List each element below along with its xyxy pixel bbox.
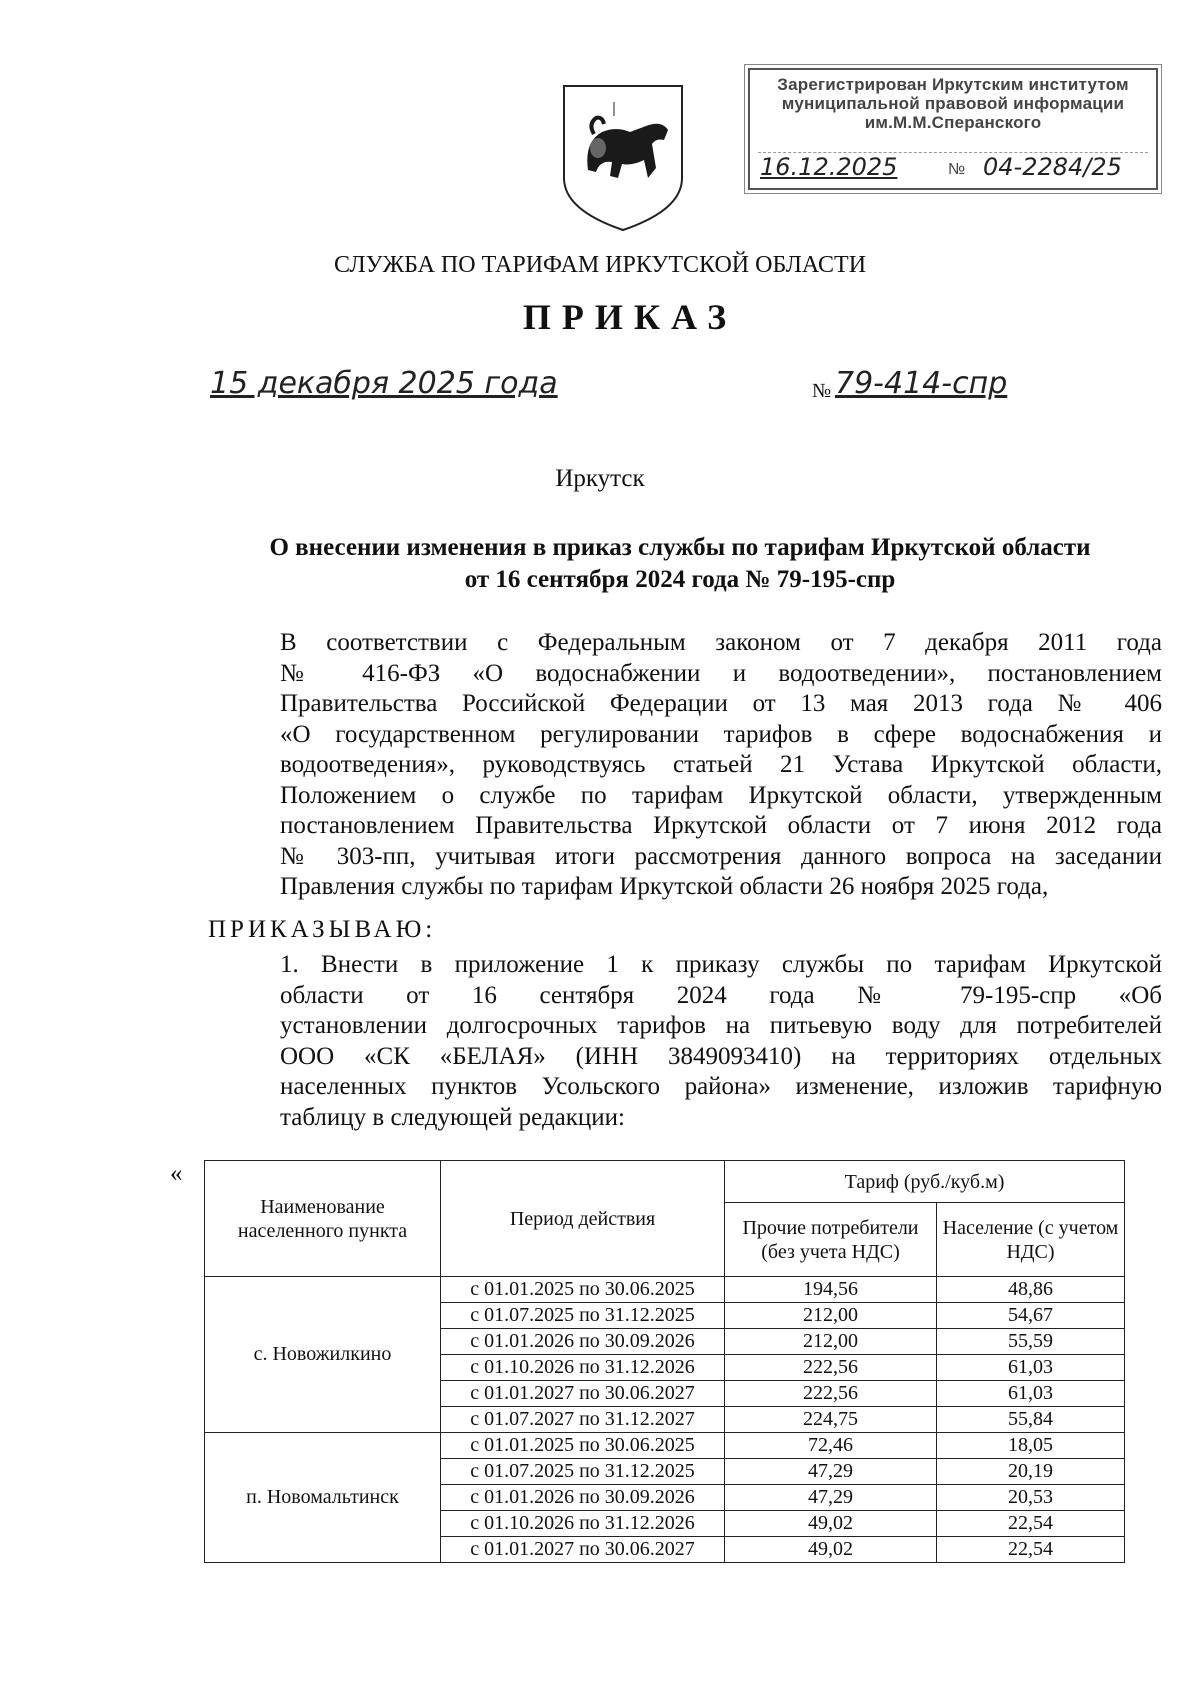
preamble-line: постановлением Правительства Иркутской области от 7 июня 2012 года <box>280 812 1162 839</box>
agency-name: СЛУЖБА ПО ТАРИФАМ ИРКУТСКОЙ ОБЛАСТИ <box>333 252 867 278</box>
period-cell: с 01.10.2026 по 31.12.2026 <box>441 1355 725 1381</box>
population-tariff-cell: 20,53 <box>937 1485 1125 1511</box>
population-tariff-cell: 54,67 <box>937 1303 1125 1329</box>
period-cell: с 01.07.2027 по 31.12.2027 <box>441 1407 725 1433</box>
stamp-date: 16.12.2025 <box>760 153 898 181</box>
locality-cell: с. Новожилкино <box>205 1277 441 1433</box>
preamble-line: «О государственном регулировании тарифов в сфере водоснабжения и <box>280 720 1162 748</box>
tariff-table <box>204 1160 1125 1563</box>
item-1 <box>208 950 1162 1133</box>
opening-quote: « <box>170 1160 183 1187</box>
other-tariff-cell: 194,56 <box>725 1277 937 1303</box>
title-line-2: от 16 сентября 2024 года № 79-195-спр <box>464 566 896 593</box>
locality-cell: п. Новомальтинск <box>205 1433 441 1563</box>
other-tariff-cell: 212,00 <box>725 1329 937 1355</box>
period-cell: с 01.10.2026 по 31.12.2026 <box>441 1511 725 1537</box>
other-tariff-cell: 212,00 <box>725 1303 937 1329</box>
other-tariff-cell: 224,75 <box>725 1407 937 1433</box>
header-period: Период действия <box>441 1161 725 1277</box>
other-tariff-cell: 47,29 <box>725 1459 937 1485</box>
stamp-line-3: им.М.М.Сперанского <box>864 113 1042 132</box>
stamp-number-sign: № <box>948 161 966 178</box>
item-1-line: области от 16 сентября 2024 года № 79-195-спр «Об <box>280 981 1162 1009</box>
order-number-sign: № <box>812 380 832 402</box>
table-row <box>205 1277 1125 1303</box>
preamble-line: Правления службы по тарифам Иркутской области 26 ноября 2025 года, <box>280 873 1049 900</box>
population-tariff-cell: 48,86 <box>937 1277 1125 1303</box>
header-tariff: Тариф (руб./куб.м) <box>725 1161 1125 1203</box>
population-tariff-cell: 18,05 <box>937 1433 1125 1459</box>
other-tariff-cell: 222,56 <box>725 1381 937 1407</box>
population-tariff-cell: 61,03 <box>937 1355 1125 1381</box>
period-cell: с 01.01.2027 по 30.06.2027 <box>441 1381 725 1407</box>
table-row <box>205 1433 1125 1459</box>
preamble-line: водоотведения», руководствуясь статьей 21 Устава Иркутской области, <box>280 751 1162 778</box>
other-tariff-cell: 222,56 <box>725 1355 937 1381</box>
preamble-line: Положением о службе по тарифам Иркутской области, утвержденным <box>280 781 1162 809</box>
document-title <box>200 532 1160 596</box>
stamp-registration-row <box>758 152 1148 183</box>
order-number: 79-414-спр <box>835 366 1008 401</box>
order-date: 15 декабря 2025 года <box>210 366 558 401</box>
population-tariff-cell: 61,03 <box>937 1381 1125 1407</box>
population-tariff-cell: 22,54 <box>937 1511 1125 1537</box>
stamp-number: 04-2284/25 <box>983 153 1122 181</box>
period-cell: с 01.01.2027 по 30.06.2027 <box>441 1537 725 1563</box>
population-tariff-cell: 55,59 <box>937 1329 1125 1355</box>
preamble <box>208 628 1162 903</box>
order-word: ПРИКАЗЫВАЮ: <box>208 916 437 943</box>
item-1-line: ООО «СК «БЕЛАЯ» (ИНН 3849093410) на территориях отдельных <box>280 1042 1162 1070</box>
preamble-line: В соответствии с Федеральным законом от 7 декабря 2011 года <box>280 629 1162 656</box>
registration-stamp <box>748 68 1158 190</box>
period-cell: с 01.01.2026 по 30.09.2026 <box>441 1329 725 1355</box>
other-tariff-cell: 49,02 <box>725 1511 937 1537</box>
stamp-line-2: муниципальной правовой информации <box>781 94 1125 113</box>
other-tariff-cell: 72,46 <box>725 1433 937 1459</box>
item-1-line: 1. Внести в приложение 1 к приказу службы по тарифам Иркутской <box>280 951 1162 978</box>
item-1-line: установлении долгосрочных тарифов на питьевую воду для потребителей <box>280 1012 1162 1039</box>
header-population: Население (с учетом НДС) <box>937 1203 1125 1277</box>
item-1-line: населенных пунктов Усольского района» изменение, изложив тарифную <box>280 1073 1162 1100</box>
period-cell: с 01.07.2025 по 31.12.2025 <box>441 1303 725 1329</box>
city: Иркутск <box>555 465 645 492</box>
period-cell: с 01.01.2025 по 30.06.2025 <box>441 1277 725 1303</box>
population-tariff-cell: 20,19 <box>937 1459 1125 1485</box>
preamble-line: № 303-пп, учитывая итоги рассмотрения данного вопроса на заседании <box>280 842 1162 870</box>
population-tariff-cell: 22,54 <box>937 1537 1125 1563</box>
other-tariff-cell: 49,02 <box>725 1537 937 1563</box>
period-cell: с 01.01.2026 по 30.09.2026 <box>441 1485 725 1511</box>
coat-of-arms-emblem <box>558 82 688 234</box>
header-other-consumers: Прочие потребители (без учета НДС) <box>725 1203 937 1277</box>
document-type: ПРИКАЗ <box>522 297 738 337</box>
preamble-line: Правительства Российской Федерации от 13 мая 2013 года № 406 <box>280 690 1162 717</box>
stamp-line-1: Зарегистрирован Иркутским институтом <box>777 75 1129 94</box>
other-tariff-cell: 47,29 <box>725 1485 937 1511</box>
item-1-line: таблицу в следующей редакции: <box>280 1103 625 1131</box>
title-line-1: О внесении изменения в приказ службы по тарифам Иркутской области <box>269 534 1091 561</box>
population-tariff-cell: 55,84 <box>937 1407 1125 1433</box>
preamble-line: № 416-ФЗ «О водоснабжении и водоотведении», постановлением <box>280 659 1162 687</box>
period-cell: с 01.07.2025 по 31.12.2025 <box>441 1459 725 1485</box>
period-cell: с 01.01.2025 по 30.06.2025 <box>441 1433 725 1459</box>
header-locality: Наименование населенного пункта <box>205 1161 441 1277</box>
